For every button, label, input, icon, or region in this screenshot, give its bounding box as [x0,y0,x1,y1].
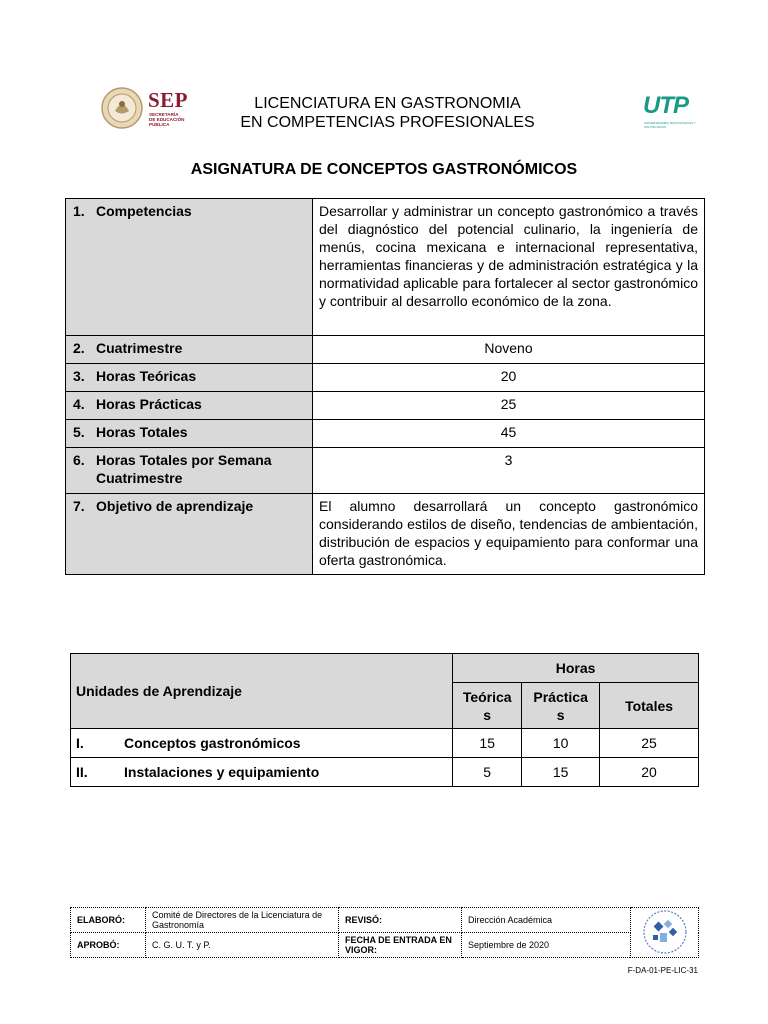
institution-seal-icon [640,909,690,955]
info-number: 2. [73,340,85,356]
footer-row [71,933,699,958]
table-row [71,729,699,758]
reviso-value: Dirección Académica [462,908,631,933]
info-value: Desarrollar y administrar un concepto gastronómico a través del diagnóstico del potencial culinario, la ingeniería de menús, cocina mexicana e internacional representativa, herramientas financieras y de administración estratégica y la normatividad aplicable para fortalecer al sector gastronómico y contribuir al desarrollo económico de la zona. [313,199,705,336]
info-value: 25 [313,392,705,420]
elaboro-label: ELABORÓ: [71,908,146,933]
practice-hours-header: Práctica s [522,683,600,729]
utp-logo [643,92,703,134]
approval-footer-table [70,907,699,958]
practice-hours: 10 [522,729,600,758]
sep-logo-text: SEP [148,88,189,112]
table-row [71,758,699,787]
total-hours-header: Totales [600,683,699,729]
aprobo-label: APROBÓ: [71,933,146,958]
unit-number: II. [76,764,88,780]
aprobo-value: C. G. U. T. y P. [146,933,339,958]
info-value: 45 [313,420,705,448]
info-label-text: Horas Totales por Semana Cuatrimestre [96,452,272,486]
subject-title: ASIGNATURA DE CONCEPTOS GASTRONÓMICOS [190,161,578,178]
units-header: Unidades de Aprendizaje [71,654,453,729]
info-row-horas-teoricas [66,364,705,392]
unit-number: I. [76,735,84,751]
info-label [66,392,313,420]
info-value: El alumno desarrollará un concepto gastronómico considerando estilos de diseño, tendencias de ambientación, distribución de espacios y equipamiento para conformar una oferta gastronómica. [313,494,705,575]
utp-logo-text: UTP [643,92,688,119]
info-value: 20 [313,364,705,392]
info-label [66,420,313,448]
reviso-label: REVISÓ: [339,908,462,933]
info-label-text: Competencias [96,203,192,219]
info-number: 5. [73,424,85,440]
fecha-label: FECHA DE ENTRADA EN VIGOR: [339,933,462,958]
theory-hours: 5 [453,758,522,787]
info-value: 3 [313,448,705,494]
theory-hours: 15 [453,729,522,758]
info-row-competencias [66,199,705,336]
info-label-text: Cuatrimestre [96,340,183,356]
sep-logo [100,86,210,132]
utp-logo-subtitle: UNIVERSIDADES TECNOLÓGICAS Y POLITÉCNICAS [644,121,696,129]
total-hours: 25 [600,729,699,758]
elaboro-value: Comité de Directores de la Licenciatura de Gastronomía [146,908,339,933]
info-number: 4. [73,396,85,412]
info-label-text: Horas Prácticas [96,396,202,412]
info-label [66,336,313,364]
info-label-text: Horas Teóricas [96,368,197,384]
info-row-horas-totales [66,420,705,448]
info-row-cuatrimestre [66,336,705,364]
institution-seal-cell [631,908,699,958]
unit-name: Conceptos gastronómicos [124,735,301,751]
subject-info-table [65,198,705,575]
info-number: 3. [73,368,85,384]
footer-row [71,908,699,933]
total-hours: 20 [600,758,699,787]
unit-name: Instalaciones y equipamiento [124,764,320,780]
learning-units-table [70,653,699,787]
info-number: 1. [73,203,85,219]
program-title-line2: EN COMPETENCIAS PROFESIONALES [240,114,535,131]
unit-cell [71,729,453,758]
theory-hours-header: Teórica s [453,683,522,729]
info-label [66,364,313,392]
program-title [230,94,545,132]
units-header-row [71,654,699,683]
program-title-line1: LICENCIATURA EN GASTRONOMIA [254,95,521,112]
sep-logo-subtitle: SECRETARÍA DE EDUCACIÓN PÚBLICA [149,112,185,128]
unit-cell [71,758,453,787]
info-label [66,494,313,575]
info-number: 6. [73,452,85,468]
info-row-objetivo [66,494,705,575]
info-value: Noveno [313,336,705,364]
info-row-horas-semana [66,448,705,494]
info-label [66,199,313,336]
hours-header: Horas [453,654,699,683]
info-label [66,448,313,494]
info-label-text: Objetivo de aprendizaje [96,498,254,514]
form-code: F-DA-01-PE-LIC-31 [627,966,698,975]
fecha-value: Septiembre de 2020 [462,933,631,958]
info-number: 7. [73,498,85,514]
practice-hours: 15 [522,758,600,787]
info-row-horas-practicas [66,392,705,420]
info-label-text: Horas Totales [96,424,188,440]
mexico-seal-icon [100,86,144,130]
